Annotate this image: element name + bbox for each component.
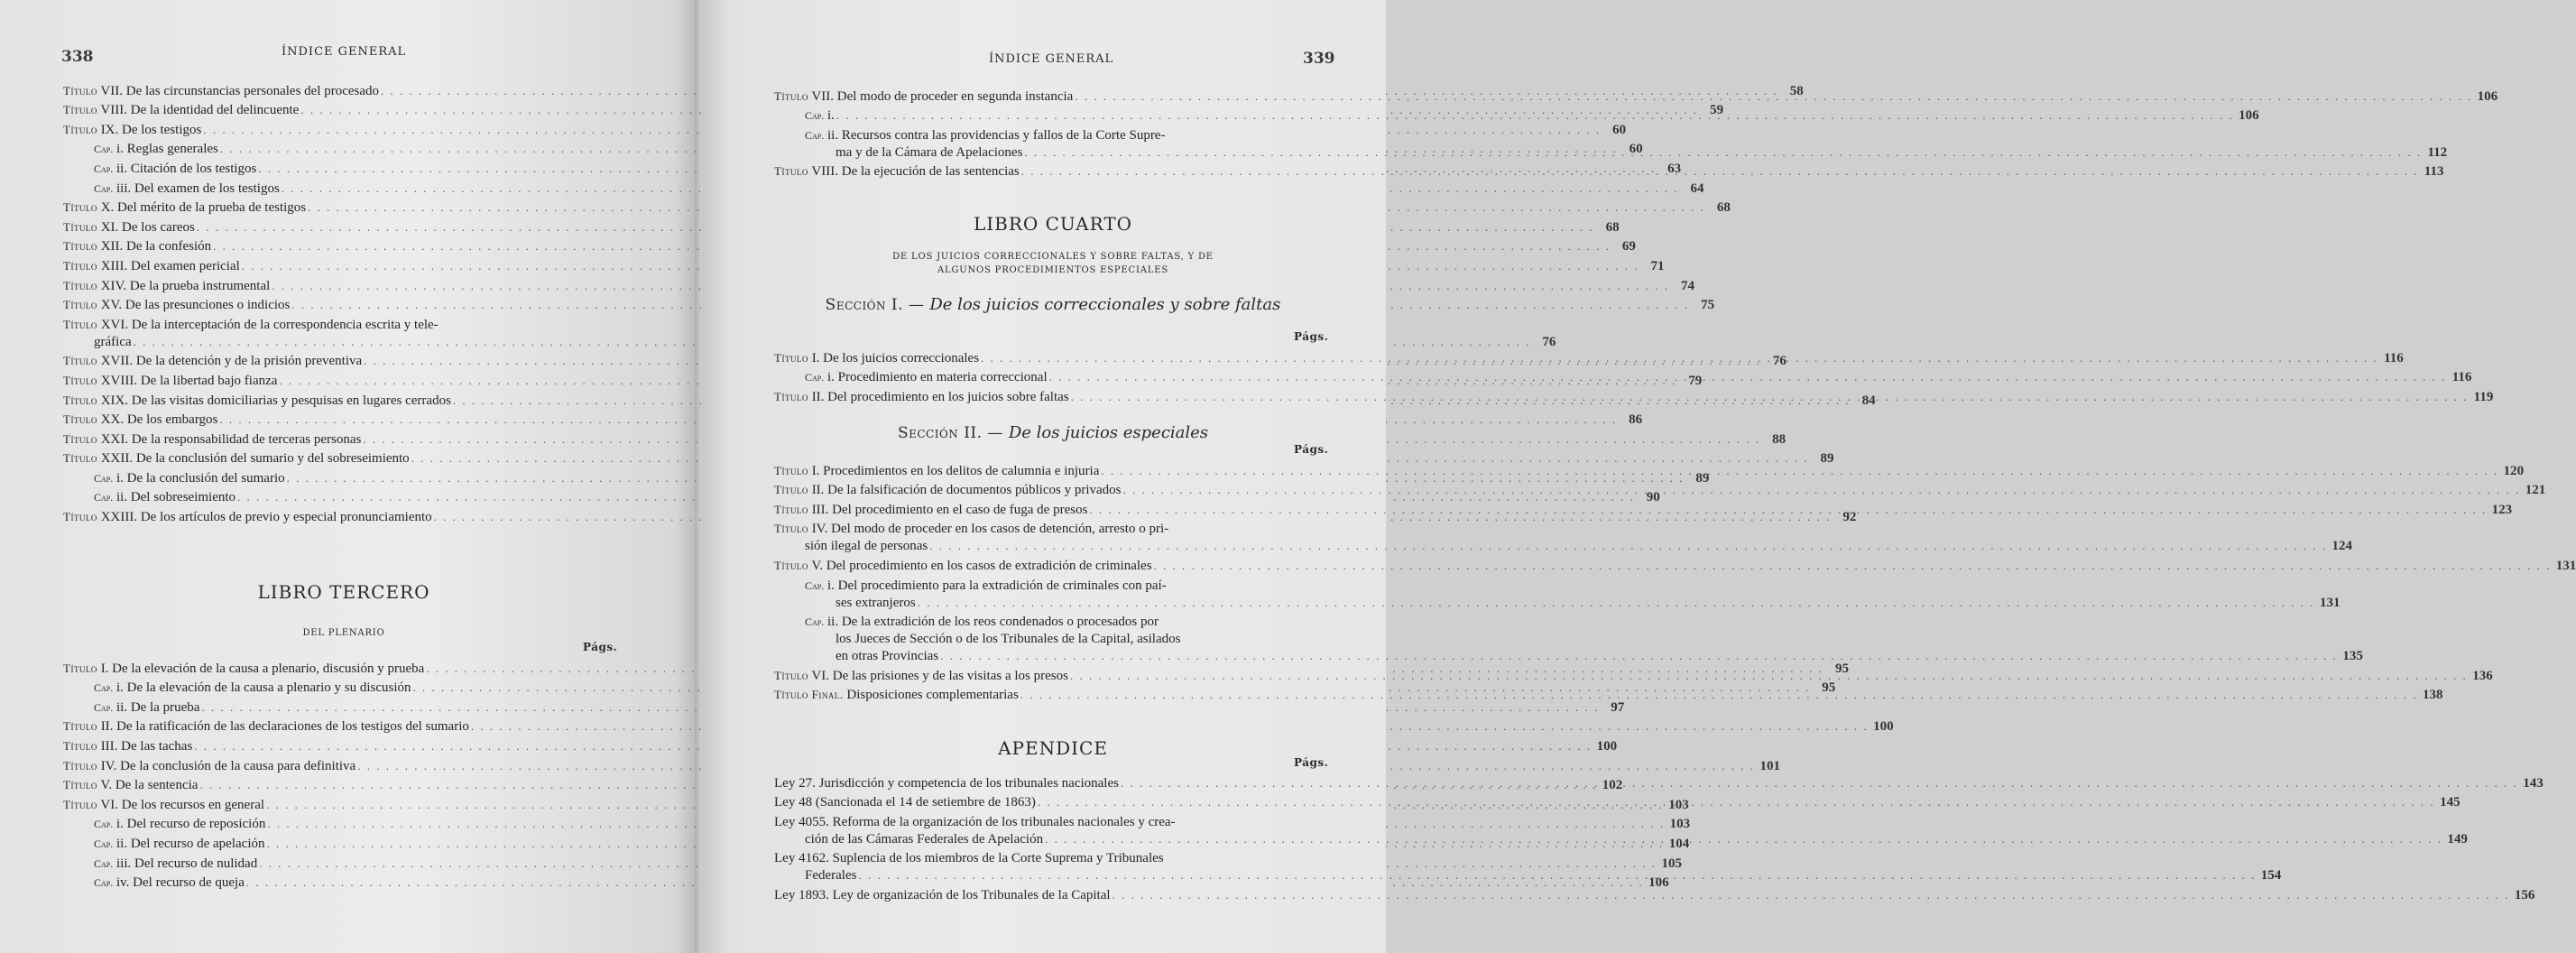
entry-title: IV. De la conclusión de la causa para definitiva xyxy=(97,758,356,773)
entry-label: Título xyxy=(63,200,97,215)
entry-label: Título xyxy=(63,719,97,734)
entry-title: ii. Del sobreseimiento xyxy=(113,490,236,505)
entry-title: ii. Recursos contra las providencias y fallos de la Corte Supre- xyxy=(824,127,1166,143)
page-ref: 131 xyxy=(2555,558,2576,573)
entry-title: iii. Del examen de los testigos xyxy=(113,180,280,196)
entry-label: Cap. xyxy=(805,128,825,142)
entry-text xyxy=(774,687,1019,703)
entry-title: V. De la sentencia xyxy=(97,778,199,793)
page-ref: 76 xyxy=(1542,334,1556,349)
entry-title: VIII. De la ejecución de las sentencias xyxy=(808,164,1020,180)
entry-title: XIX. De las visitas domiciliarias y pesquisas en lugares cerrados xyxy=(97,393,451,408)
dot-leader xyxy=(979,350,2380,366)
toc-entry-continuation xyxy=(774,647,2363,664)
entry-label: Cap. xyxy=(805,109,825,123)
page-ref: 64 xyxy=(1690,180,1704,196)
entry-text xyxy=(63,450,410,467)
dot-leader xyxy=(1122,482,2523,498)
entry-label: Título xyxy=(63,797,97,811)
entry-label: Título xyxy=(63,278,97,292)
dot-leader xyxy=(835,107,2236,124)
entry-text xyxy=(63,219,195,236)
page-ref: 101 xyxy=(1759,758,1780,773)
libro-title: LIBRO CUARTO xyxy=(973,213,1133,235)
entry-text xyxy=(774,558,1152,574)
entry-title: I. Procedimientos en los delitos de calumnia e injuria xyxy=(808,463,1100,478)
entry-text xyxy=(63,412,217,428)
entry-title: III. De las tachas xyxy=(97,738,193,754)
entry-label: Cap. xyxy=(805,615,825,629)
entry-title: V. Del procedimiento en los casos de extradición de criminales xyxy=(808,558,1152,573)
entry-label: Título xyxy=(774,350,808,365)
dot-leader xyxy=(1068,668,2470,684)
entry-title: i. Reglas generales xyxy=(113,142,218,157)
entry-text xyxy=(774,482,1122,498)
page-ref: 59 xyxy=(1710,103,1724,118)
entry-title: Disposiciones complementarias xyxy=(843,688,1019,703)
entry-text xyxy=(63,317,439,333)
entry-label: Título xyxy=(63,412,97,427)
section-name: De los juicios especiales xyxy=(1008,423,1209,442)
entry-label: Título xyxy=(774,558,808,572)
page-ref: 102 xyxy=(1602,778,1623,793)
entry-label: Cap. xyxy=(805,578,825,592)
toc-entry xyxy=(774,518,1332,538)
entry-title: sión ilegal de personas xyxy=(805,539,928,554)
page-number: 339 xyxy=(1303,50,1335,68)
entry-title: ses extranjeros xyxy=(836,595,916,610)
page-header: ÍNDICE GENERAL xyxy=(282,45,407,59)
page-ref: 106 xyxy=(2477,88,2498,104)
entry-text xyxy=(63,83,379,99)
entry-title: XVII. De la detención y de la prisión preventiva xyxy=(97,354,363,369)
entry-label: Título xyxy=(63,317,97,331)
entry-text xyxy=(774,107,835,124)
entry-text xyxy=(774,887,1111,903)
entry-title: ii. Del recurso de apelación xyxy=(113,836,265,851)
apendice-title: APENDICE xyxy=(998,737,1108,759)
entry-label: Cap. xyxy=(94,818,114,831)
page-ref: 95 xyxy=(1835,661,1850,676)
entry-title: VII. De las circunstancias personales del procesado xyxy=(97,83,380,98)
page-ref: 79 xyxy=(1688,373,1703,388)
entry-label: Título xyxy=(63,373,97,387)
entry-label: Título xyxy=(63,431,97,446)
entry-label: Título xyxy=(774,463,808,477)
entry-text xyxy=(63,856,257,872)
entry-title: XXI. De la responsabilidad de terceras personas xyxy=(97,431,362,447)
page-ref: 84 xyxy=(1861,393,1876,408)
dot-leader xyxy=(1099,463,2500,479)
dot-leader xyxy=(1073,88,2474,105)
entry-label: Cap. xyxy=(94,681,114,695)
entry-title: VII. Del modo de proceder en segunda instancia xyxy=(808,88,1074,104)
entry-title: I. De la elevación de la causa a plenario, discusión y prueba xyxy=(97,661,425,676)
page-ref: 92 xyxy=(1842,510,1857,525)
entry-title: i. xyxy=(824,108,835,124)
page-ref: 89 xyxy=(1820,451,1834,467)
entry-label: Título xyxy=(774,522,808,536)
entry-text xyxy=(774,463,1099,479)
page-ref: 97 xyxy=(1611,699,1625,715)
entry-label: Título xyxy=(774,88,808,103)
entry-text xyxy=(63,431,361,448)
entry-label: Título xyxy=(63,354,97,368)
page-ref: 103 xyxy=(1668,797,1689,812)
toc-entry xyxy=(774,124,1332,143)
entry-title: Ley 1893. Ley de organización de los Tribunales de la Capital xyxy=(774,887,1111,902)
entry-text xyxy=(63,816,265,832)
entry-label: Título xyxy=(63,103,97,117)
dot-leader xyxy=(1036,794,2437,810)
libro-title: LIBRO TERCERO xyxy=(257,581,430,603)
toc-chapter-entry xyxy=(63,177,1704,197)
entry-title: XIII. Del examen pericial xyxy=(97,258,240,273)
section-label: Sección I. — xyxy=(825,296,930,314)
page-ref: 143 xyxy=(2523,775,2544,791)
entry-text xyxy=(774,350,979,366)
entry-text xyxy=(774,127,1165,143)
page-ref: 119 xyxy=(2473,389,2494,404)
libro-subtitle xyxy=(774,250,1332,277)
entry-text xyxy=(63,680,411,696)
libro-subtitle-line: DE LOS JUICIOS CORRECCIONALES Y SOBRE FALTAS, Y DE xyxy=(892,252,1214,262)
entry-text xyxy=(774,794,1036,810)
entry-label: Cap. xyxy=(94,181,114,195)
entry-text xyxy=(63,489,235,505)
entry-label: Título xyxy=(774,668,808,682)
entry-title: i. Del procedimiento para la extradición de criminales con paí- xyxy=(824,578,1167,593)
libro-subtitle: DEL PLENARIO xyxy=(302,628,385,638)
entry-text xyxy=(63,718,469,735)
entry-label: Cap. xyxy=(94,143,114,156)
entry-text xyxy=(63,297,290,313)
entry-label: Título xyxy=(63,258,97,273)
entry-title: iv. Del recurso de queja xyxy=(113,875,245,891)
entry-label: Cap. xyxy=(94,471,114,485)
page-ref: 100 xyxy=(1596,738,1618,754)
entry-title: III. Del procedimiento en el caso de fuga de presos xyxy=(808,502,1088,517)
entry-label: Título xyxy=(63,122,97,136)
entry-label: Título Final. xyxy=(774,688,844,702)
entry-title: XIV. De la prueba instrumental xyxy=(97,278,271,293)
dot-leader xyxy=(938,648,2340,664)
page-ref: 86 xyxy=(1629,412,1643,428)
entry-text xyxy=(63,199,306,216)
dot-leader xyxy=(1020,163,2421,180)
toc-entry xyxy=(63,313,624,333)
entry-text xyxy=(774,502,1087,518)
toc-entry xyxy=(63,409,1643,429)
page-ref: 138 xyxy=(2423,688,2443,703)
page-ref: 95 xyxy=(1822,680,1836,696)
page-ref: 100 xyxy=(1873,719,1894,735)
page-ref: 104 xyxy=(1668,836,1690,851)
entry-text xyxy=(63,797,264,813)
toc-entry xyxy=(63,236,1636,255)
entry-label: Título xyxy=(63,239,97,254)
page-ref: 116 xyxy=(2451,370,2472,385)
page-ref: 105 xyxy=(1661,856,1682,871)
entry-title: Ley 4162. Suplencia de los miembros de la Corte Suprema y Tribunales xyxy=(774,851,1164,866)
entry-label: Cap. xyxy=(94,700,114,714)
entry-text xyxy=(63,141,218,157)
page-ref: 145 xyxy=(2440,795,2461,810)
entry-text xyxy=(63,661,424,677)
entry-label: Título xyxy=(63,298,97,312)
entry-title: XI. De los careos xyxy=(97,219,195,235)
entry-title: Ley 4055. Reforma de la organización de los tribunales nacionales y crea- xyxy=(774,814,1176,829)
entry-title: XVI. De la interceptación de la correspondencia escrita y tele- xyxy=(97,317,439,332)
toc-chapter-entry xyxy=(63,696,1625,716)
dot-leader xyxy=(916,595,2317,611)
entry-title: ción de las Cámaras Federales de Apelación xyxy=(805,831,1044,847)
entry-text xyxy=(63,161,256,177)
entry-label: Cap. xyxy=(94,491,114,504)
entry-title: XV. De las presunciones o indicios xyxy=(97,298,291,313)
page-ref: 58 xyxy=(1789,83,1804,98)
section-title xyxy=(774,423,1332,442)
dot-leader xyxy=(1043,831,2444,847)
entry-label: Cap. xyxy=(94,162,114,175)
entry-label: Título xyxy=(63,510,97,524)
toc-entry xyxy=(774,574,1332,594)
libro-subtitle-line: ALGUNOS PROCEDIMIENTOS ESPECIALES xyxy=(937,265,1168,275)
entry-text xyxy=(63,373,277,389)
dot-leader xyxy=(1022,144,2424,161)
entry-label: Cap. xyxy=(94,876,114,890)
page-ref: 113 xyxy=(2424,164,2444,180)
entry-title: II. De la falsificación de documentos públicos y privados xyxy=(808,483,1122,498)
page-ref: 71 xyxy=(1650,258,1665,273)
dot-leader xyxy=(1019,687,2420,703)
entry-text xyxy=(63,836,265,852)
section-name: De los juicios correccionales y sobre faltas xyxy=(929,295,1281,314)
entry-text xyxy=(774,521,1168,537)
page-ref: 74 xyxy=(1681,278,1695,293)
page-header: ÍNDICE GENERAL xyxy=(989,52,1114,66)
toc-entry-continuation xyxy=(774,537,2352,554)
dot-leader xyxy=(1069,389,2470,405)
entry-text xyxy=(774,88,1073,105)
page-ref: 154 xyxy=(2260,868,2282,884)
entry-label: Título xyxy=(63,661,97,675)
page-ref: 136 xyxy=(2472,668,2493,683)
entry-label: Cap. xyxy=(94,837,114,850)
entry-text xyxy=(63,738,192,754)
entry-title: i. De la elevación de la causa a plenario y su discusión xyxy=(113,680,411,696)
page-ref: 89 xyxy=(1695,470,1710,486)
page-ref: 103 xyxy=(1669,817,1691,832)
entry-title: i. De la conclusión del sumario xyxy=(113,470,285,486)
entry-label: Cap. xyxy=(94,856,114,870)
entry-text xyxy=(774,775,1119,791)
page-ref: 88 xyxy=(1772,431,1787,447)
entry-label: Título xyxy=(63,83,97,97)
entry-text xyxy=(63,758,355,774)
toc-entry xyxy=(774,847,1332,867)
entry-text xyxy=(63,258,240,274)
entry-label: Título xyxy=(774,389,808,403)
page-ref: 131 xyxy=(2319,595,2341,610)
dot-leader xyxy=(928,538,2329,554)
page-ref: 68 xyxy=(1716,200,1731,216)
entry-text xyxy=(63,102,299,118)
toc-entry xyxy=(774,611,1332,631)
page-ref: 60 xyxy=(1612,122,1627,137)
page-ref: 76 xyxy=(1772,354,1787,369)
dot-leader xyxy=(856,867,2257,884)
entry-title: iii. Del recurso de nulidad xyxy=(113,856,258,871)
toc-entry xyxy=(774,554,2576,574)
toc-entry xyxy=(63,274,1695,294)
entry-title: I. De los juicios correccionales xyxy=(808,350,980,365)
page-ref: 120 xyxy=(2503,463,2525,478)
entry-label: Título xyxy=(63,451,97,466)
entry-title: ma y de la Cámara de Apelaciones xyxy=(836,144,1023,160)
page-ref: 69 xyxy=(1621,239,1636,254)
entry-label: Título xyxy=(63,738,97,753)
entry-title: II. De la ratificación de las declaraciones de los testigos del sumario xyxy=(97,719,469,735)
entry-title: XVIII. De la libertad bajo fianza xyxy=(97,373,278,388)
toc-entry xyxy=(774,884,2535,903)
page-ref: 75 xyxy=(1701,298,1715,313)
dot-leader xyxy=(1119,775,2520,791)
section-label: Sección II. — xyxy=(897,424,1009,442)
entry-text xyxy=(63,278,270,294)
entry-text xyxy=(63,238,211,254)
entry-title: ii. De la extradición de los reos condenados o procesados por xyxy=(824,615,1159,630)
entry-title: Federales xyxy=(805,868,857,884)
entry-title: II. Del procedimiento en los juicios sobre faltas xyxy=(808,389,1069,404)
entry-title: en otras Provincias xyxy=(836,649,939,664)
entry-text xyxy=(63,777,198,793)
page-ref: 60 xyxy=(1629,142,1643,157)
entry-text xyxy=(63,699,199,716)
dot-leader xyxy=(1152,558,2553,574)
entry-text xyxy=(774,668,1068,684)
entry-title: ii. Citación de los testigos xyxy=(113,161,257,176)
entry-label: Título xyxy=(63,219,97,234)
page-ref: 68 xyxy=(1605,219,1620,235)
entry-title: gráfica xyxy=(94,334,132,349)
entry-text xyxy=(774,389,1069,405)
toc-entry-continuation xyxy=(774,594,2341,611)
pags-label: Págs. xyxy=(1294,756,1329,769)
entry-title: VI. De las prisiones y de las visitas a los presos xyxy=(808,668,1068,683)
entry-title: XXII. De la conclusión del sumario y del sobreseimiento xyxy=(97,451,410,467)
entry-text xyxy=(63,393,451,409)
entry-label: Título xyxy=(63,393,97,407)
entry-title: Ley 27. Jurisdicción y competencia de los tribunales nacionales xyxy=(774,775,1119,791)
entry-label: Cap. xyxy=(805,371,825,384)
entry-label: Título xyxy=(774,164,808,179)
page-ref: 121 xyxy=(2525,483,2546,498)
toc-entry xyxy=(774,810,1332,830)
entry-title: VIII. De la identidad del delincuente xyxy=(97,103,300,118)
entry-title: ii. De la prueba xyxy=(113,699,200,715)
entry-text xyxy=(63,470,285,486)
page-ref: 124 xyxy=(2331,539,2352,554)
toc-entry-continuation xyxy=(774,630,1332,647)
entry-title: los Jueces de Sección o de los Tribunales de la Capital, asilados xyxy=(836,632,1181,647)
page-ref: 149 xyxy=(2447,831,2468,847)
toc-entry xyxy=(63,716,1894,736)
entry-title: Ley 48 (Sancionada el 14 de setiembre de 1863) xyxy=(774,795,1036,810)
entry-text xyxy=(63,122,201,138)
entry-text xyxy=(63,874,245,891)
entry-label: Título xyxy=(63,758,97,773)
entry-label: Título xyxy=(63,778,97,792)
dot-leader xyxy=(1087,502,2488,518)
pags-label: Págs. xyxy=(583,641,618,653)
page-ref: 156 xyxy=(2514,887,2535,902)
pags-label: Págs. xyxy=(1294,443,1329,456)
entry-text xyxy=(63,509,432,525)
entry-title: i. Procedimiento en materia correccional xyxy=(824,370,1048,385)
page-ref: 90 xyxy=(1646,490,1660,505)
entry-title: XXIII. De los artículos de previo y especial pronunciamiento xyxy=(97,510,432,525)
entry-title: XX. De los embargos xyxy=(97,412,218,428)
entry-title: X. Del mérito de la prueba de testigos xyxy=(97,200,307,216)
entry-text xyxy=(63,180,280,197)
page-ref: 106 xyxy=(1648,875,1669,891)
page-ref: 123 xyxy=(2491,502,2513,517)
pags-label: Págs. xyxy=(1294,330,1329,343)
page-ref: 116 xyxy=(2384,350,2404,365)
entry-title: XII. De la confesión xyxy=(97,239,212,254)
section-title xyxy=(774,295,1332,314)
entry-label: Título xyxy=(774,483,808,497)
toc-entry xyxy=(63,197,1731,217)
entry-title: IV. Del modo de proceder en los casos de detención, arresto o pri- xyxy=(808,522,1169,537)
dot-leader xyxy=(1111,887,2512,903)
page-number: 338 xyxy=(61,48,94,66)
page-ref: 106 xyxy=(2239,108,2259,124)
entry-text xyxy=(63,353,362,369)
entry-title: VI. De los recursos en general xyxy=(97,797,265,812)
entry-title: i. Del recurso de reposición xyxy=(113,817,266,832)
page-ref: 112 xyxy=(2427,144,2448,160)
entry-title: IX. De los testigos xyxy=(97,122,202,137)
dot-leader xyxy=(1048,369,2449,385)
entry-text xyxy=(774,578,1167,594)
entry-text xyxy=(774,614,1159,630)
entry-text xyxy=(774,369,1048,385)
page-ref: 135 xyxy=(2342,649,2363,664)
entry-label: Título xyxy=(774,502,808,516)
page-ref: 63 xyxy=(1667,161,1682,176)
entry-text xyxy=(774,163,1020,180)
